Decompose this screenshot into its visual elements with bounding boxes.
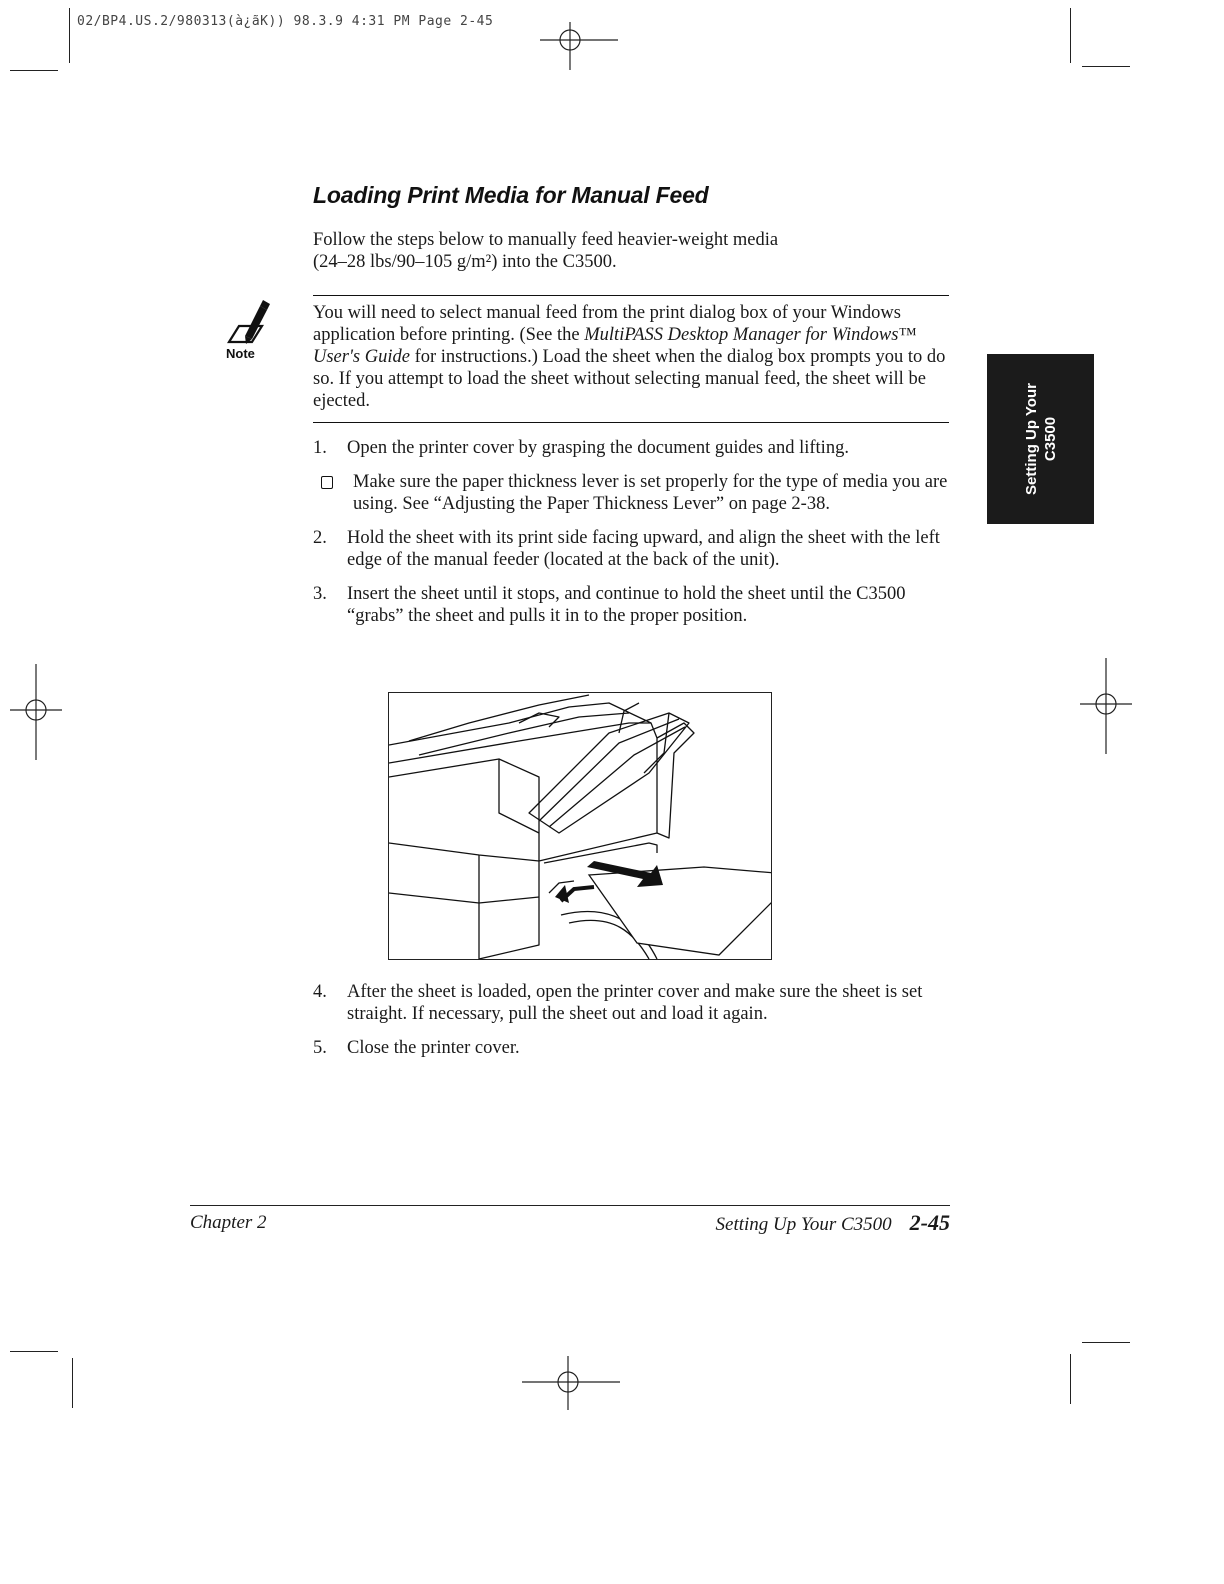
registration-mark (1080, 658, 1132, 754)
steps-list-continued (313, 981, 958, 1071)
printer-drawing (389, 693, 771, 959)
intro-line: (24–28 lbs/90–105 g/m²) into the C3500. (313, 252, 617, 272)
print-slug: 02/BP4.US.2/980313(à¿ãK)) 98.3.9 4:31 PM Page 2-45 (77, 14, 494, 29)
sub-bullet-text: Make sure the paper thickness lever is set properly for the type of media you are using. See “Adjusting the Paper Thickness Lever” on page 2-38. (353, 472, 948, 514)
footer-section-title: Setting Up Your C3500 (715, 1214, 892, 1235)
step-text: Insert the sheet until it stops, and continue to hold the sheet until the C3500 “grabs” the sheet and pulls it in to the proper position. (347, 584, 906, 626)
checkbox-bullet-icon (321, 476, 333, 489)
footer-chapter: Chapter 2 (190, 1212, 267, 1233)
note-label: Note (226, 346, 255, 361)
crop-mark (1070, 1354, 1071, 1404)
step-number: 3. (313, 584, 327, 604)
chapter-side-tab (987, 354, 1094, 524)
registration-mark (10, 664, 62, 760)
note-text-part: for instructions.) Load the sheet when the dialog box prompts you to do so. If you attempt to load the sheet without selecting manual feed, the sheet will be ejected. (313, 347, 946, 411)
step-text: Hold the sheet with its print side facing upward, and align the sheet with the left edge of the manual feeder (located at the back of the unit). (347, 528, 940, 570)
crop-mark (10, 70, 58, 71)
registration-mark (540, 14, 620, 70)
guide-title: MultiPASS Desktop Manager for Windows™ User's Guide (313, 325, 917, 367)
crop-mark (1082, 1342, 1130, 1343)
crop-mark (10, 1351, 58, 1352)
steps-list (313, 437, 958, 639)
registration-mark (520, 1356, 624, 1412)
step-item (313, 527, 958, 571)
note-text-part: You will need to select manual feed from the print dialog box of your Windows application before printing. (See the (313, 303, 901, 345)
intro-paragraph (313, 229, 933, 273)
note-top-rule (313, 295, 949, 296)
step-number: 1. (313, 438, 327, 458)
crop-mark (72, 1358, 73, 1408)
note-bottom-rule (313, 422, 949, 423)
step-number: 2. (313, 528, 327, 548)
intro-line: Follow the steps below to manually feed heavier-weight media (313, 230, 779, 250)
step-number: 4. (313, 982, 327, 1002)
side-tab-line: C3500 (1041, 416, 1059, 462)
crop-mark (69, 8, 70, 63)
step-number: 5. (313, 1038, 327, 1058)
side-tab-label (1022, 383, 1060, 495)
printer-illustration (388, 692, 772, 960)
crop-mark (1082, 66, 1130, 67)
note-text (313, 302, 953, 412)
step-item (313, 1037, 958, 1059)
page-number: 2-45 (909, 1210, 950, 1235)
section-heading: Loading Print Media for Manual Feed (313, 182, 709, 208)
footer-running-head (716, 1210, 950, 1236)
side-tab-line: Setting Up Your (1022, 383, 1040, 495)
sub-bullet (313, 471, 958, 515)
step-text: Close the printer cover. (347, 1038, 520, 1058)
step-item (313, 981, 958, 1025)
crop-mark (1070, 8, 1071, 63)
step-text: Open the printer cover by grasping the document guides and lifting. (347, 438, 849, 458)
step-item (313, 583, 958, 627)
step-text: After the sheet is loaded, open the printer cover and make sure the sheet is set straight. If necessary, pull the sheet out and load it again. (347, 982, 923, 1024)
footer-rule (190, 1205, 950, 1206)
step-item (313, 437, 958, 459)
